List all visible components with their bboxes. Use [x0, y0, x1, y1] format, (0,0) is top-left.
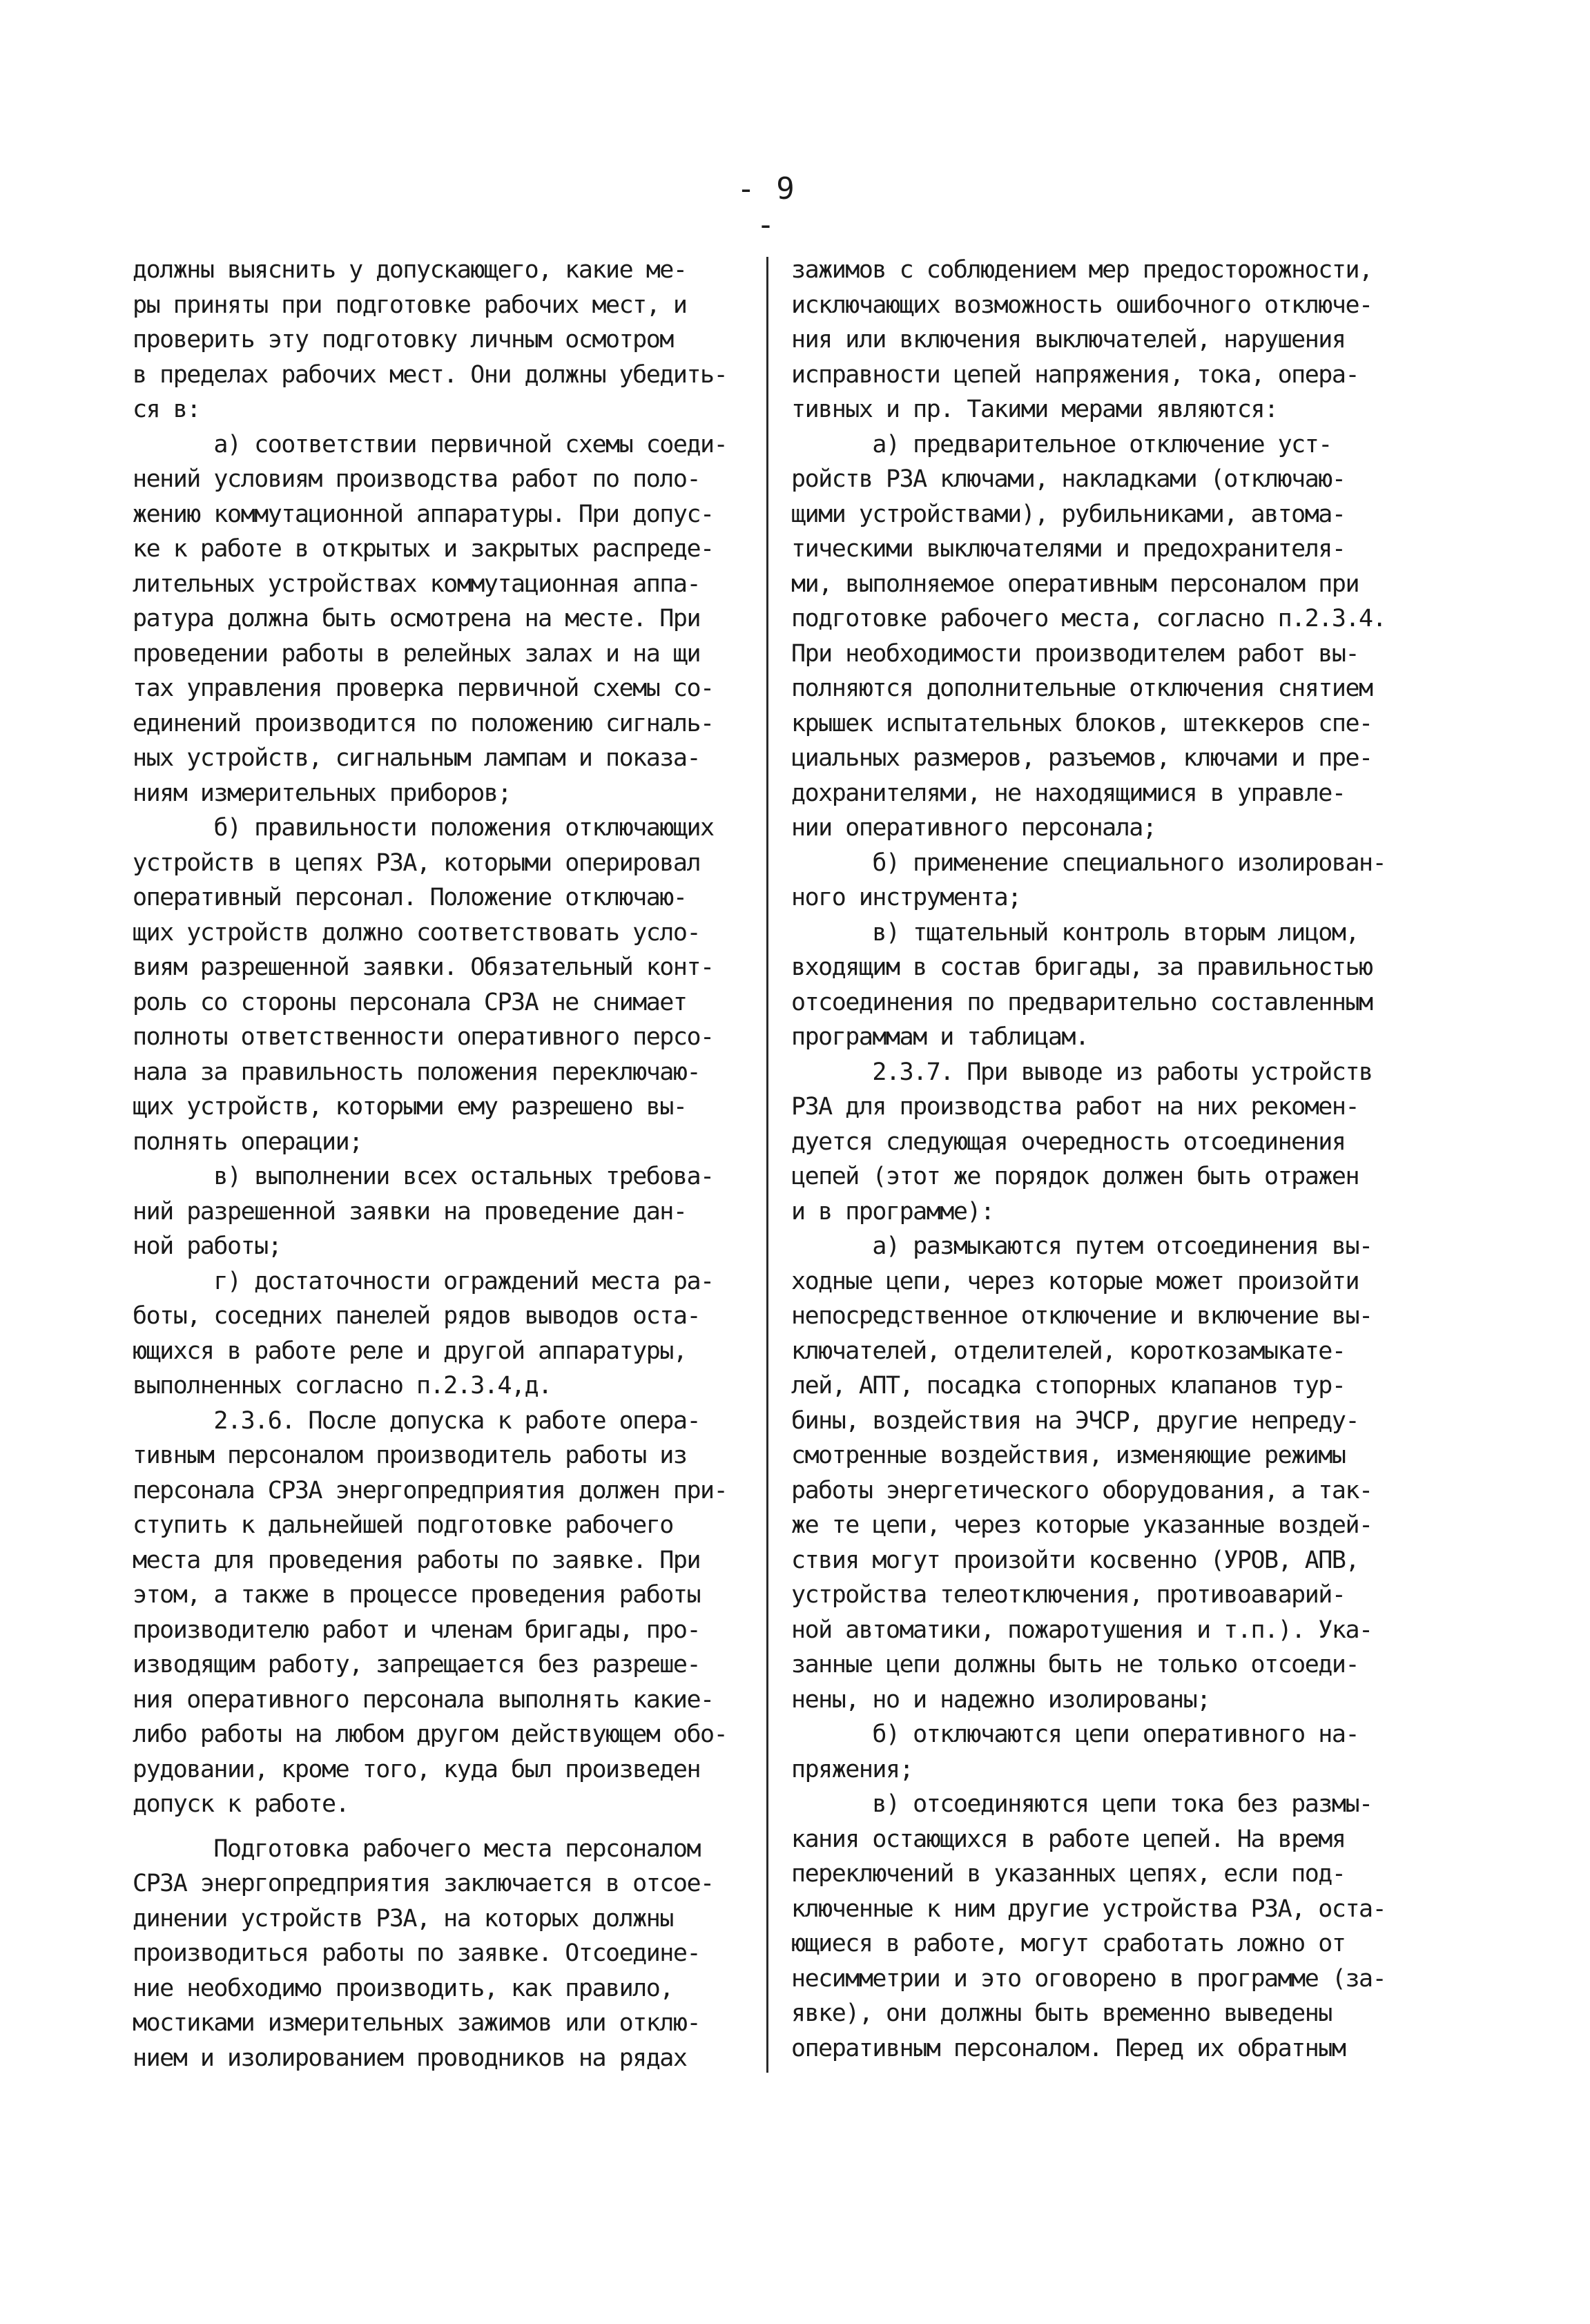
text-line: нены, но и надежно изолированы;	[791, 1685, 1210, 1714]
text-line: допуск к работе.	[133, 1790, 349, 1818]
text-line: ройств РЗА ключами, накладками (отключаю-	[791, 465, 1346, 493]
text-line: нений условиям производства работ по поло-	[133, 465, 701, 493]
text-line: тивным персоналом производитель работы из	[133, 1442, 687, 1469]
text-line: жению коммутационной аппаратуры. При допус-	[133, 500, 714, 528]
text-line: 2.3.7. При выводе из работы устройств	[791, 1058, 1373, 1086]
text-line: циальных размеров, разъемов, ключами и пре-	[791, 744, 1373, 772]
text-line: исключающих возможность ошибочного отключе-	[791, 291, 1373, 319]
text-line: в пределах рабочих мест. Они должны убедить-	[133, 360, 728, 389]
text-line: нием и изолированием проводников на рядах	[133, 2044, 687, 2072]
text-line: дуется следующая очередность отсоединения	[791, 1127, 1346, 1156]
text-line: отсоединения по предварительно составленным	[791, 988, 1373, 1016]
text-line: лительных устройствах коммутационная аппа-	[133, 570, 701, 598]
text-line: устройства телеотключения, противоаварий-	[791, 1581, 1346, 1609]
text-line: производителю работ и членам бригады, про-	[133, 1616, 701, 1644]
text-line: ных устройств, сигнальным лампам и показа-	[133, 744, 701, 772]
text-line: явке), они должны быть временно выведены	[791, 1999, 1332, 2027]
text-line: ной автоматики, пожаротушения и т.п.). Ука-	[791, 1616, 1373, 1644]
text-line: в) отсоединяются цепи тока без размы-	[791, 1790, 1373, 1818]
text-line: щими устройствами), рубильниками, автома-	[791, 500, 1346, 528]
text-line: оперативный персонал. Положение отключаю-	[133, 884, 687, 911]
text-line: непосредственное отключение и включение вы-	[791, 1302, 1373, 1330]
text-line: бины, воздействия на ЭЧСР, другие непреду-	[791, 1406, 1359, 1435]
text-line: полняются дополнительные отключения снятием	[791, 675, 1373, 702]
text-line: Подготовка рабочего места персоналом	[133, 1834, 701, 1863]
text-line: ющиеся в работе, могут сработать ложно от	[791, 1930, 1346, 1957]
text-line: входящим в состав бригады, за правильностью	[791, 953, 1373, 981]
text-line: крышек испытательных блоков, штеккеров спе-	[791, 709, 1373, 737]
text-line: боты, соседних панелей рядов выводов оста-	[133, 1302, 701, 1330]
text-line: исправности цепей напряжения, тока, опера-	[791, 360, 1359, 389]
text-line: динении устройств РЗА, на которых должны	[133, 1904, 673, 1933]
text-line: этом, а также в процессе проведения работы	[133, 1581, 701, 1609]
text-line: проверить эту подготовку личным осмотром	[133, 326, 673, 354]
text-line: изводящим работу, запрещается без разреше-	[133, 1651, 701, 1678]
text-line: ния или включения выключателей, нарушения	[791, 326, 1346, 354]
text-line: дохранителями, не находящимися в управле-	[791, 779, 1346, 807]
text-line: СРЗА энергопредприятия заключается в отсое-	[133, 1870, 714, 1897]
text-line: ходные цепи, через которые может произойти	[791, 1267, 1359, 1295]
text-line: в) тщательный контроль вторым лицом,	[791, 918, 1359, 947]
text-line: зажимов с соблюдением мер предосторожности,	[791, 256, 1373, 284]
text-line: ниям измерительных приборов;	[133, 779, 512, 807]
text-line: полнять операции;	[133, 1127, 362, 1156]
text-line: кания остающихся в работе цепей. На время	[791, 1825, 1346, 1853]
text-line: ры приняты при подготовке рабочих мест, и	[133, 291, 687, 319]
text-line: пряжения;	[791, 1755, 913, 1783]
text-line: ратура должна быть осмотрена на месте. При	[133, 605, 701, 632]
text-line: программам и таблицам.	[791, 1023, 1089, 1051]
text-line: подготовке рабочего места, согласно п.2.3.4.	[791, 605, 1386, 632]
text-line: тическими выключателями и предохранителя-	[791, 535, 1346, 563]
text-line: рудовании, кроме того, куда был произведен	[133, 1755, 701, 1783]
text-line: ного инструмента;	[791, 884, 1021, 911]
text-line: либо работы на любом другом действующем обо-	[133, 1721, 728, 1748]
text-line: ний разрешенной заявки на проведение дан-	[133, 1197, 687, 1226]
text-line: щих устройств должно соответствовать усло-	[133, 918, 701, 947]
text-line: б) применение специального изолирован-	[791, 849, 1386, 877]
text-line: полноты ответственности оперативного персо-	[133, 1023, 714, 1051]
text-line: 2.3.6. После допуска к работе опера-	[133, 1406, 701, 1435]
text-line: устройств в цепях РЗА, которыми оперировал	[133, 849, 701, 877]
text-line: щих устройств, которыми ему разрешено вы-	[133, 1093, 687, 1121]
text-line: ния оперативного персонала выполнять какие-	[133, 1685, 714, 1714]
text-line: РЗА для производства работ на них рекомен-	[791, 1093, 1359, 1121]
text-line: ключателей, отделителей, короткозамыкате-	[791, 1337, 1346, 1365]
text-line: ступить к дальнейшей подготовке рабочего	[133, 1511, 673, 1539]
text-line: лей, АПТ, посадка стопорных клапанов тур-	[791, 1372, 1346, 1400]
text-line: и в программе):	[791, 1197, 994, 1226]
text-line: ключенные к ним другие устройства РЗА, оста-	[791, 1895, 1386, 1923]
left-text-column	[133, 253, 754, 2075]
text-line: несимметрии и это оговорено в программе (за-	[791, 1964, 1386, 1993]
text-line: а) соответствии первичной схемы соеди-	[133, 430, 728, 458]
right-text-column	[791, 253, 1447, 2066]
text-line: оперативным персоналом. Перед их обратным	[791, 2034, 1346, 2062]
text-line: персонала СРЗА энергопредприятия должен при-	[133, 1476, 728, 1504]
text-line: роль со стороны персонала СРЗА не снимает	[133, 988, 687, 1016]
text-line: г) достаточности ограждений места ра-	[133, 1267, 714, 1295]
text-line: выполненных согласно п.2.3.4,д.	[133, 1372, 552, 1400]
text-line: ся в:	[133, 396, 200, 423]
text-line: ствия могут произойти косвенно (УРОВ, АПВ,	[791, 1546, 1359, 1574]
text-line: нии оперативного персонала;	[791, 814, 1156, 842]
text-line: ющихся в работе реле и другой аппаратуры,	[133, 1337, 687, 1365]
text-line: должны выяснить у допускающего, какие ме-	[133, 256, 687, 284]
text-line: б) отключаются цепи оперативного на-	[791, 1721, 1359, 1748]
page-number: - 9 -	[737, 171, 796, 242]
text-line: смотренные воздействия, изменяющие режимы	[791, 1442, 1346, 1469]
text-line: ке к работе в открытых и закрытых распреде-	[133, 535, 714, 563]
text-line: производиться работы по заявке. Отсоедине-	[133, 1939, 701, 1967]
text-line: цепей (этот же порядок должен быть отражен	[791, 1163, 1359, 1190]
text-line: в) выполнении всех остальных требова-	[133, 1163, 714, 1190]
text-line: ние необходимо производить, как правило,	[133, 1974, 673, 2002]
text-line: мостиками измерительных зажимов или отклю-	[133, 2009, 701, 2037]
text-line: ми, выполняемое оперативным персоналом при	[791, 570, 1359, 598]
text-line: единений производится по положению сигналь-	[133, 709, 714, 737]
text-line: работы энергетического оборудования, а так-	[791, 1476, 1373, 1504]
text-line: тах управления проверка первичной схемы со-	[133, 675, 714, 702]
text-line: переключений в указанных цепях, если под-	[791, 1860, 1346, 1888]
text-line: же те цепи, через которые указанные воздей-	[791, 1511, 1373, 1539]
text-line: виям разрешенной заявки. Обязательный конт-	[133, 953, 714, 981]
text-line: нала за правильность положения переключаю-	[133, 1058, 701, 1086]
text-line: тивных и пр. Такими мерами являются:	[791, 396, 1278, 423]
text-line	[133, 1822, 754, 1832]
text-line: места для проведения работы по заявке. При	[133, 1546, 701, 1574]
text-line: проведении работы в релейных залах и на щи	[133, 639, 701, 668]
text-line: а) размыкаются путем отсоединения вы-	[791, 1232, 1373, 1260]
column-divider	[766, 257, 768, 2073]
text-line: При необходимости производителем работ вы-	[791, 639, 1359, 668]
text-line: б) правильности положения отключающих	[133, 814, 714, 842]
text-line: а) предварительное отключение уст-	[791, 430, 1332, 458]
text-line: занные цепи должны быть не только отсоеди-	[791, 1651, 1359, 1678]
text-line: ной работы;	[133, 1232, 282, 1260]
